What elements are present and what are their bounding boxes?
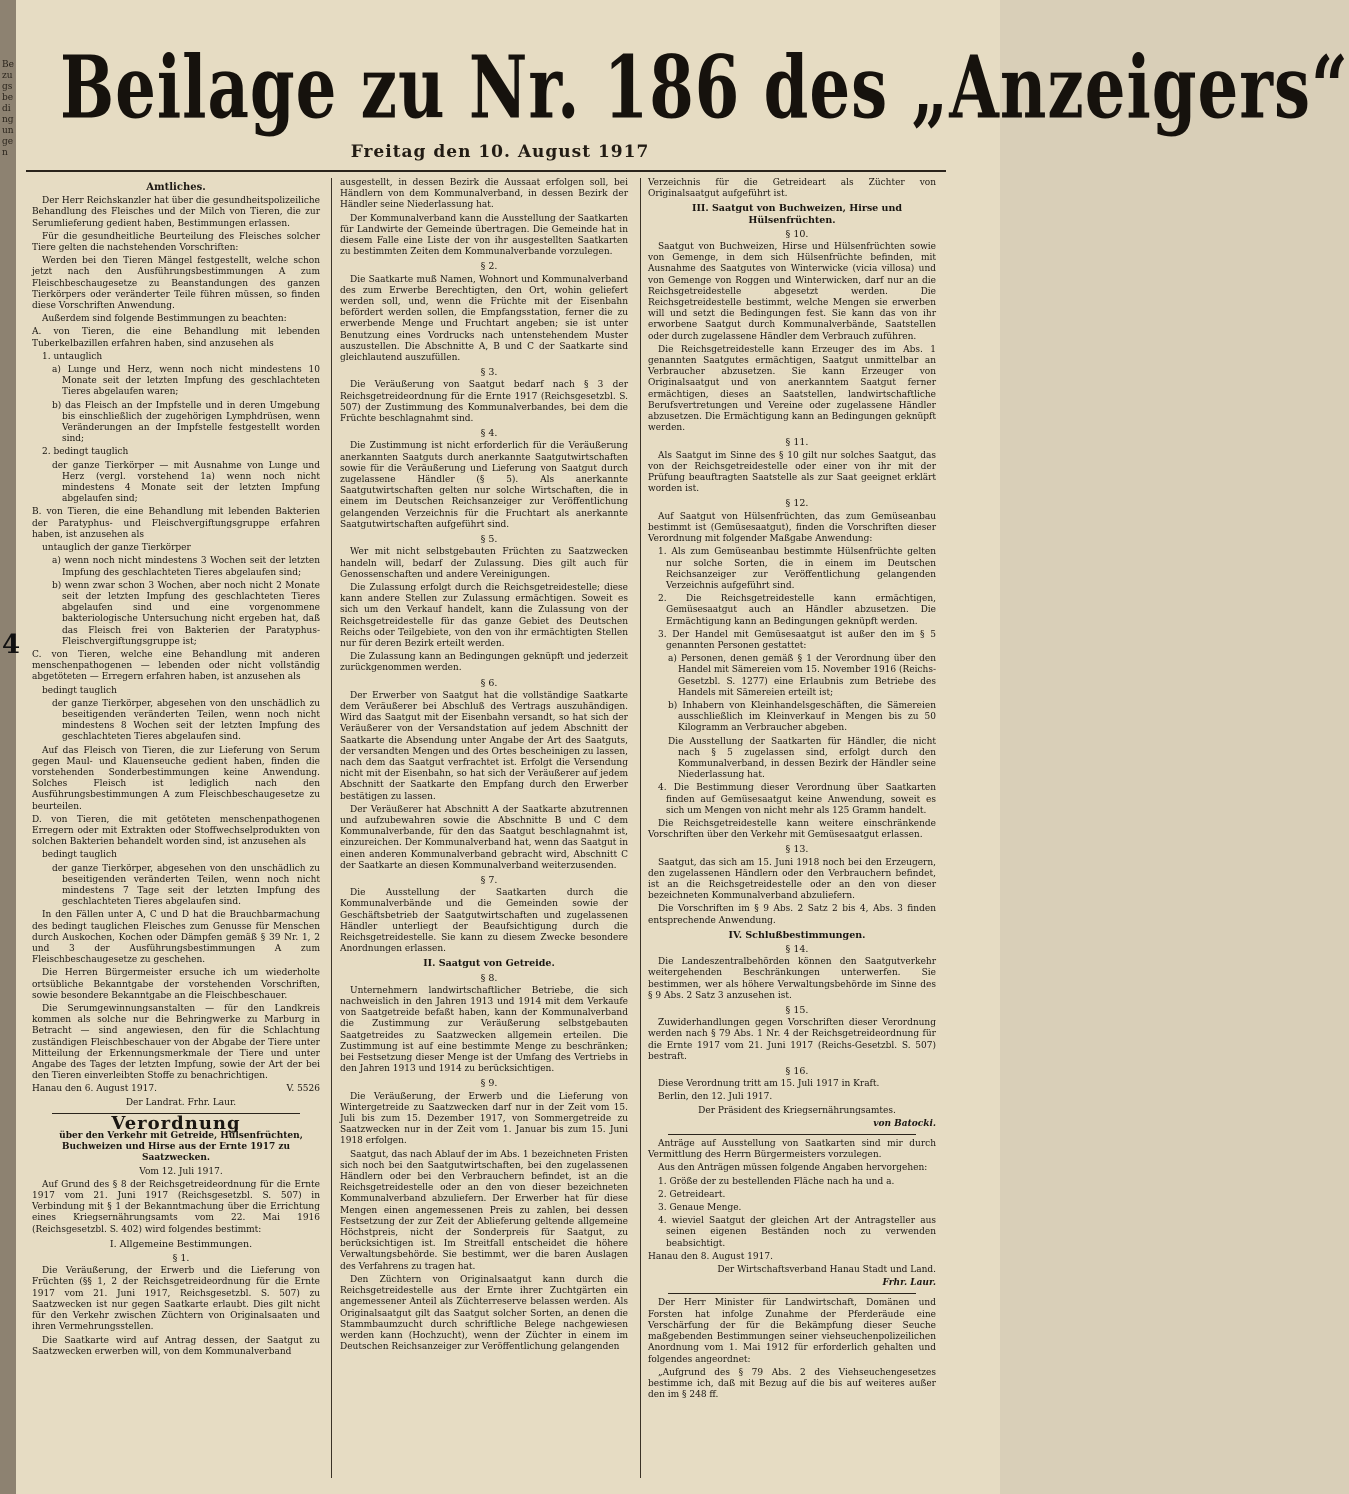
list-item: 1. Größe der zu bestellenden Fläche nach ha und a. (658, 1176, 895, 1187)
list-item: b) wenn zwar schon 3 Wochen, aber noch nicht 2 Monate seit der letzten Impfung des geschlachteten Tieres abgelaufen sind und eine vorgenommene bakteriologische Untersuchung nicht ergeben hat, daß das Fleisch frei von Bakterien der Paratyphus-Fleischvergiftungsgruppe ist; (52, 580, 320, 647)
list-item: a) Lunge und Herz, wenn noch nicht mindestens 10 Monate seit der letzten Impfung des geschlachteten Tieres abgelaufen waren; (52, 365, 320, 398)
page-gutter (0, 0, 21, 1494)
list-item: der ganze Tierkörper, abgesehen von den unschädlich zu beseitigenden veränderten Teilen, wenn noch nicht mindestens 8 Wochen seit der letzten Impfung des geschlachteten Tieres abgelaufen sind. (52, 698, 320, 743)
paragraph-number: § 4. (480, 428, 498, 440)
paragraph: Den Züchtern von Originalsaatgut kann durch die Reichsgetreidestelle aus der Ernte ihrer Zuchtgärten ein angemessener Anteil als Züchterreserve belassen werden. Als Originalsaatgut gilt das Saatgut solcher Sorten, an denen die Stammbaumzucht durch schriftliche Belege nachgewiesen werden kann (Hochzucht), wenn der Züchter in einem im Deutschen Reichsanzeiger zur Veröffentlichung gelangenden (340, 1274, 628, 1353)
paragraph-number: § 6. (480, 677, 498, 689)
list-item: der ganze Tierkörper — mit Ausnahme von Lunge und Herz (vergl. vorstehend 1a) wenn noch nicht mindestens 4 Monate seit der letzten Impfung abgelaufen sind; (52, 460, 320, 505)
paragraph: Saatgut von Buchweizen, Hirse und Hülsenfrüchten sowie von Gemenge, in dem sich Hülsenfrüchte befinden, mit Ausnahme des Saatgutes von Winterwicke (vicia villosa) und von Gemenge von Roggen und Winterwicken, darf nur an die Reichsgetreidestelle abgesetzt werden. Die Reichsgetreidestelle bestimmt, welche Mengen sie erwerben will und setzt die Bedingungen fest. Sie kann das von ihr erworbene Saatgut durch Kommunalverbände, Saatstellen oder durch zugelassene Händler dem Verbrauch zuführen. (648, 242, 936, 342)
list-item: 1. Als zum Gemüseanbau bestimmte Hülsenfrüchte gelten nur solche Sorten, die in einem im Deutschen Reichsanzeiger zur Veröffentlichung gelangenden Verzeichnis aufgeführt sind. (658, 547, 936, 591)
paragraph: Die Zulassung erfolgt durch die Reichsgetreidestelle; diese kann andere Stellen zur Zulassung ermächtigen. Soweit es sich um den Verkauf handelt, kann die Zulassung von der Reichsgetreidestelle für das ganze Gebiet des Deutschen Reichs oder Teilgebiete, von den von ihr ermächtigten Stellen nur für deren Bezirk erteilt werden. (340, 582, 628, 649)
paragraph: Die Landeszentralbehörden können den Saatgutverkehr weitergehenden Beschränkungen unterwerfen. Sie bestimmen, wer als höhere Verwaltungsbehörde im Sinne des § 9 Abs. 2 Satz 3 anzusehen ist. (648, 957, 936, 1001)
paragraph: Die Veräußerung, der Erwerb und die Lieferung von Früchten (§§ 1, 2 der Reichsgetreideordnung für die Ernte 1917 vom 21. Juni 1917, Reichsgesetzbl. S. 507) zu Saatzwecken ist nur gegen Saatkarte erlaubt. Dies gilt nicht für den Verkehr zwischen Züchtern von Originalsaaten und ihren Vermehrungsstellen. (32, 1266, 320, 1333)
paragraph: Die Saatkarte wird auf Antrag dessen, der Saatgut zu Saatzwecken erwerben will, von dem Kommunalverband (32, 1335, 320, 1357)
list-item: 1. untauglich (42, 351, 103, 362)
list-item: D. von Tieren, die mit getöteten menschenpathogenen Erregern oder mit Extrakten oder Stoffwechselprodukten von solchen Bakterien behandelt worden sind, ist anzusehen als (32, 814, 320, 848)
list-item: 4. Die Bestimmung dieser Verordnung über Saatkarten finden auf Gemüsesaatgut keine Anwendung, soweit es sich um Mengen von nicht mehr als 125 Gramm handelt. (658, 783, 936, 816)
signature-title: Der Präsident des Kriegsernährungsamtes. (698, 1105, 896, 1116)
ordinance-title: Verordnung (111, 1112, 241, 1134)
paragraph: In den Fällen unter A, C und D hat die Brauchbarmachung des bedingt tauglichen Fleisches zum Genusse für Menschen durch Auskochen, Kochen oder Dämpfen gemäß § 39 Nr. 1, 2 und 3 der Ausführungsbestimmungen A zum Fleischbeschaugesetze zu geschehen. (32, 910, 320, 966)
paragraph: Diese Verordnung tritt am 15. Juli 1917 in Kraft. (658, 1079, 880, 1090)
paragraph: Verzeichnis für die Getreideart als Züchter von Originalsaatgut aufgeführt ist. (648, 178, 936, 200)
divider (668, 1293, 916, 1294)
list-item: C. von Tieren, welche eine Behandlung mit anderen menschenpathogenen — lebenden oder nicht vollständig abgetöteten — Erregern erfahren haben, ist anzusehen als (32, 649, 320, 683)
paragraph: Auf Grund des § 8 der Reichsgetreideordnung für die Ernte 1917 vom 21. Juni 1917 (Reichsgesetzbl. S. 507) in Verbindung mit § 1 der Bekanntmachung über die Errichtung eines Kriegsernährungsamts vom 22. Mai 1916 (Reichsgesetzbl. S. 402) wird folgendes bestimmt: (32, 1179, 320, 1235)
list-item: Die Ausstellung der Saatkarten für Händler, die nicht nach § 5 zugelassen sind, erfolgt durch den Kommunalverband, in dessen Bezirk der Händler seine Niederlassung hat. (668, 736, 936, 781)
paragraph: Die Vorschriften im § 9 Abs. 2 Satz 2 bis 4, Abs. 3 finden entsprechende Anwendung. (648, 904, 936, 926)
paragraph: Der Herr Minister für Landwirtschaft, Domänen und Forsten hat infolge Zunahme der Pferderäude eine Verschärfung der für die Bekämpfung dieser Seuche maßgebenden Bestimmungen seiner viehseuchenpolizeilichen Anordnung vom 1. Mai 1912 für erforderlich gehalten und folgendes angeordnet: (648, 1298, 936, 1365)
list-item: der ganze Tierkörper, abgesehen von den unschädlich zu beseitigenden veränderten Teilen, wenn noch nicht mindestens 7 Tage seit der letzten Impfung des geschlachteten Tieres abgelaufen sind. (52, 863, 320, 908)
paragraph: Der Erwerber von Saatgut hat die vollständige Saatkarte dem Veräußerer bei Abschluß des Vertrags auszuhändigen. Wird das Saatgut mit der Eisenbahn versandt, so hat sich der Veräußerer von der Versandstation auf jedem Abschnitt der Saatkarte die Absendung unter Angabe der Art des Saatguts, der versandten Mengen und des Ortes bescheinigen zu lassen, nach dem das Saatgut verfrachtet ist. Erfolgt die Versendung nicht mit der Eisenbahn, so hat sich der Veräußerer auf jedem Abschnitt der Saatkarte den Empfang durch den Erwerber bestätigen zu lassen. (340, 690, 628, 802)
column-separator (331, 178, 332, 1478)
paragraph: Saatgut, das sich am 15. Juni 1918 noch bei den Erzeugern, den zugelassenen Händlern oder den Verbrauchern befindet, ist an die Reichsgetreidestelle oder an den von dieser bezeichneten Kommunalverband abzuliefern. (648, 857, 936, 902)
paragraph-number: § 13. (785, 844, 809, 856)
signature: Frhr. Laur. (882, 1278, 936, 1289)
list-item: A. von Tieren, die eine Behandlung mit lebenden Tuberkelbazillen erfahren haben, sind anzusehen als (32, 327, 320, 349)
list-item: 2. Getreideart. (658, 1189, 726, 1200)
section-heading: I. Allgemeine Bestimmungen. (109, 1238, 253, 1250)
column-2 (340, 178, 628, 1478)
paragraph: Aus den Anträgen müssen folgende Angaben hervorgehen: (658, 1163, 928, 1174)
paragraph: Die Zulassung kann an Bedingungen geknüpft und jederzeit zurückgenommen werden. (340, 652, 628, 674)
section-heading: II. Saatgut von Getreide. (423, 958, 555, 970)
column-1 (32, 178, 320, 1478)
paragraph: Der Herr Reichskanzler hat über die gesundheitspolizeiliche Behandlung des Fleisches und der Milch von Tieren, die zur Serumlieferung gedient haben, Bestimmungen erlassen. (32, 196, 320, 229)
paragraph: Als Saatgut im Sinne des § 10 gilt nur solches Saatgut, das von der Reichsgetreidestelle oder einer von ihr mit der Prüfung beauftragten Saatstelle als zur Saat geeignet erklärt worden ist. (648, 450, 936, 495)
list-item: a) Personen, denen gemäß § 1 der Verordnung über den Handel mit Sämereien vom 15. November 1916 (Reichs-Gesetzbl. S. 1277) eine Erlaubnis zum Betriebe des Handels mit Sämereien erteilt ist; (668, 654, 936, 698)
list-item: 4. wieviel Saatgut der gleichen Art der Antragsteller aus seinen eigenen Beständen noch zu verwenden beabsichtigt. (658, 1216, 936, 1249)
list-item: a) wenn noch nicht mindestens 3 Wochen seit der letzten Impfung des geschlachteten Tieres abgelaufen sind; (52, 556, 320, 578)
paragraph-number: § 15. (785, 1005, 809, 1017)
list-item: bedingt tauglich (42, 850, 117, 861)
paragraph-number: § 12. (785, 498, 809, 510)
paragraph: Die Reichsgetreidestelle kann weitere einschränkende Vorschriften über den Verkehr mit Gemüsesaatgut erlassen. (648, 818, 936, 841)
paragraph: Die Serumgewinnungsanstalten — für den Landkreis kommen als solche nur die Behringwerke zu Marburg in Betracht — sind angewiesen, den für die Schlachtung zuständigen Fleischbeschauer von der Abgabe der Tiere unter Mitteilung der Erkennungsmerkmale der Tiere und unter Angabe des Tages der letzten Impfung, sowie der Art der bei den Tieren einverleibten Stoffe zu benachrichtigen. (32, 1004, 320, 1082)
section-heading: Amtliches. (146, 182, 206, 193)
ordinance-date: Vom 12. Juli 1917. (139, 1166, 223, 1177)
paragraph-number: § 5. (480, 534, 498, 546)
paragraph-number: § 14. (785, 944, 809, 955)
paragraph: Unternehmern landwirtschaftlicher Betriebe, die sich nachweislich in den Jahren 1913 und 1914 mit dem Verkaufe von Saatgetreide befaßt haben, kann der Kommunalverband die Zustimmung zur Veräußerung selbstgebauten Saatgetreides zu Saatzwecken allgemein erteilen. Die Zustimmung ist auf eine bestimmte Menge zu beschränken; bei Festsetzung dieser Menge ist der Umfang des Vertriebs in den Jahren 1913 und 1914 zu berücksichtigen. (340, 985, 628, 1075)
list-item: B. von Tieren, die eine Behandlung mit lebenden Bakterien der Paratyphus- und Fleischvergiftungsgruppe erfahren haben, ist anzusehen als (32, 507, 320, 540)
paragraph: Außerdem sind folgende Bestimmungen zu beachten: (42, 314, 287, 325)
paragraph: „Aufgrund des § 79 Abs. 2 des Viehseuchengesetzes bestimme ich, daß mit Bezug auf die bis auf weiteres außer den im § 248 ff. (648, 1367, 936, 1401)
paragraph-number: § 1. (172, 1253, 190, 1265)
paragraph: Auf das Fleisch von Tieren, die zur Lieferung von Serum gegen Maul- und Klauenseuche gedient haben, finden die vorstehenden Sonderbestimmungen keine Anwendung. Solches Fleisch ist lediglich nach den Ausführungsbestimmungen A zum Fleischbeschaugesetze zu beurteilen. (32, 745, 320, 812)
paragraph: Die Zustimmung ist nicht erforderlich für die Veräußerung anerkannten Saatguts durch anerkannte Saatgutwirtschaften sowie für die Veräußerung und Lieferung von Saatgut durch zugelassene Händler (§ 5). Als anerkannte Saatgutwirtschaften gelten nur solche Wirtschaften, die in einem im Deutschen Reichsanzeiger zur Veröffentlichung gelangenden Verzeichnis für die Fruchtart als anerkannte Saatgutwirtschaften aufgeführt sind. (340, 441, 628, 530)
paragraph: Die Ausstellung der Saatkarten durch die Kommunalverbände und die Gemeinden sowie der Geschäftsbetrieb der Saatgutwirtschaften und zugelassenen Händler unterliegt der Beaufsichtigung durch die Reichsgetreidestelle. Sie kann zu diesem Zwecke besondere Anordnungen erlassen. (340, 888, 628, 955)
section-heading: IV. Schlußbestimmungen. (728, 929, 866, 941)
section-heading: III. Saatgut von Buchweizen, Hirse und Hülsenfrüchten. (692, 203, 902, 226)
signature: Der Landrat. Frhr. Laur. (125, 1097, 237, 1108)
paragraph: Die Veräußerung, der Erwerb und die Lieferung von Wintergetreide zu Saatzwecken darf nur in der Zeit vom 15. Juli bis zum 15. Dezember 1917, von Sommergetreide zu Saatzwecken nur in der Zeit vom 1. Januar bis zum 15. Juni 1918 erfolgen. (340, 1091, 628, 1147)
list-item: untauglich der ganze Tierkörper (42, 543, 191, 554)
paragraph-number: § 3. (480, 367, 498, 379)
list-item: 3. Genaue Menge. (658, 1203, 742, 1214)
signature-title: Der Wirtschaftsverband Hanau Stadt und Land. (717, 1265, 936, 1276)
paragraph: Die Reichsgetreidestelle kann Erzeuger des im Abs. 1 genannten Saatgutes ermächtigen, Saatgut unmittelbar an Verbraucher abzusetzen. Sie kann Erzeuger von Originalsaatgut und von anerkanntem Saatgut ferner ermächtigen, dieses an Saatstellen, landwirtschaftliche Berufsvertretungen und Vereine oder zugelassene Händler abzusetzen. Die Ermächtigung kann an Bedingungen geknüpft werden. (648, 344, 936, 434)
paragraph: ausgestellt, in dessen Bezirk die Aussaat erfolgen soll, bei Händlern von dem Kommunalverband, in dessen Bezirk der Händler seine Niederlassung hat. (340, 178, 628, 211)
paragraph-number: § 10. (785, 228, 809, 240)
paragraph-number: § 2. (480, 261, 498, 273)
signature-date: Hanau den 8. August 1917. (648, 1251, 773, 1262)
paragraph-number: § 9. (480, 1078, 498, 1090)
paragraph: Die Saatkarte muß Namen, Wohnort und Kommunalverband des zum Erwerbe Berechtigten, den Ort, wohin geliefert werden soll, und, wenn die Früchte mit der Eisenbahn befördert werden sollen, die Empfangsstation, ferner die zu erwerbende Menge und Fruchtart angeben; sie ist unter Benutzung eines Vordrucks nach untenstehendem Muster auszustellen. Die Abschnitte A, B und C der Saatkarte sind gleichlautend auszufüllen. (340, 274, 628, 364)
paragraph: Anträge auf Ausstellung von Saatkarten sind mir durch Vermittlung des Herrn Bürgermeisters vorzulegen. (648, 1139, 936, 1161)
paragraph-number: § 11. (785, 437, 809, 449)
paragraph: Die Herren Bürgermeister ersuche ich um wiederholte ortsübliche Bekanntgabe der vorstehenden Vorschriften, sowie besondere Bekanntgabe an die Fleischbeschauer. (32, 968, 320, 1001)
masthead-rule (26, 170, 946, 172)
paragraph-number: § 7. (480, 874, 498, 886)
signature: von Batocki. (873, 1118, 936, 1129)
paragraph: Werden bei den Tieren Mängel festgestellt, welche schon jetzt nach den Ausführungsbestimmungen A zum Fleischbeschaugesetze zu Beanstandungen des ganzen Tierkörpers oder veränderter Teile führen müssen, so finden diese Vorschriften Anwendung. (32, 256, 320, 312)
paragraph: Für die gesundheitliche Beurteilung des Fleisches solcher Tiere gelten die nachstehenden Vorschriften: (32, 231, 320, 254)
paragraph-number: § 8. (480, 972, 498, 984)
paragraph: Der Veräußerer hat Abschnitt A der Saatkarte abzutrennen und aufzubewahren sowie die Abschnitte B und C dem Kommunalverbande, für den das Saatgut beschlagnahmt ist, einzureichen. Der Kommunalverband hat, wenn das Saatgut in einen anderen Kommunalverband gebracht wird, Abschnitt C der Saatkarte an diesen Kommunalverband weiterzusenden. (340, 804, 628, 871)
list-item: b) das Fleisch an der Impfstelle und in deren Umgebung bis einschließlich der zugehörigen Lymphdrüsen, wenn Veränderungen an der Impfstelle festgestellt worden sind; (52, 400, 320, 445)
column-separator (640, 178, 641, 1478)
gutter-text: Bezugsbedingungen (2, 60, 14, 158)
list-item: b) Inhabern von Kleinhandelsgeschäften, die Sämereien ausschließlich im Kleinverkauf in Mengen bis zu 50 Kilogramm an Verbraucher abgeben. (668, 700, 936, 734)
list-item: bedingt tauglich (42, 685, 117, 696)
list-item: 2. Die Reichsgetreidestelle kann ermächtigen, Gemüsesaatgut auch an Händler abzusetzen. Die Ermächtigung kann an Bedingungen geknüpft werden. (658, 594, 936, 627)
paragraph-number: § 16. (785, 1066, 809, 1078)
paragraph: Der Kommunalverband kann die Ausstellung der Saatkarten für Landwirte der Gemeinde übertragen. Die Gemeinde hat in diesem Falle eine Liste der von ihr ausgestellten Saatkarten zu bestimmten Zeiten dem Kommunalverbande vorzulegen. (340, 213, 628, 258)
signature-date: Hanau den 6. August 1917. V. 5526 (32, 1084, 320, 1095)
list-item: 2. bedingt tauglich (42, 447, 129, 458)
column-3 (648, 178, 936, 1478)
paragraph: Auf Saatgut von Hülsenfrüchten, das zum Gemüseanbau bestimmt ist (Gemüsesaatgut), finden die Vorschriften dieser Verordnung mit folgender Maßgabe Anwendung: (648, 511, 936, 545)
list-item: 3. Der Handel mit Gemüsesaatgut ist außer den im § 5 genannten Personen gestattet: (658, 629, 936, 651)
paragraph: Die Veräußerung von Saatgut bedarf nach § 3 der Reichsgetreideordnung für die Ernte 1917 (Reichsgesetzbl. S. 507) der Zustimmung des Kommunalverbandes, bei dem die Früchte beschlagnahmt sind. (340, 380, 628, 425)
masthead-date: Freitag den 10. August 1917 (350, 142, 650, 162)
gutter-mark: 4 (2, 630, 21, 660)
divider (668, 1134, 916, 1135)
paragraph: Wer mit nicht selbstgebauten Früchten zu Saatzwecken handeln will, bedarf der Zulassung. Dies gilt auch für Genossenschaften und andere Vereinigungen. (340, 547, 628, 580)
ordinance-subtitle: über den Verkehr mit Getreide, Hülsenfrüchten, Buchweizen und Hirse aus der Ernte 1917 zu Saatzwecken. (59, 1131, 303, 1164)
paragraph: Saatgut, das nach Ablauf der im Abs. 1 bezeichneten Fristen sich noch bei den Saatgutwirtschaften, bei den zugelassenen Händlern oder bei den Verbrauchern befindet, ist an die Reichsgetreidestelle oder an den von dieser bezeichneten Kommunalverband abzuliefern. Der Erwerber hat für diese Mengen einen angemessenen Preis zu zahlen, bei dessen Festsetzung der zur Zeit der Ablieferung geltende allgemeine Höchstpreis, nicht der Sonderpreis für Saatgut, zu berücksichtigen ist. Im Streitfall entscheidet die höhere Verwaltungsbehörde. Sie bestimmt, wer die baren Auslagen des Verfahrens zu tragen hat. (340, 1149, 628, 1272)
masthead-title: Beilage zu Nr. 186 des „Anzeigers“ (60, 38, 1349, 140)
paragraph: Berlin, den 12. Juli 1917. (658, 1092, 773, 1103)
paragraph: Zuwiderhandlungen gegen Vorschriften dieser Verordnung werden nach § 79 Abs. 1 Nr. 4 der Reichsgetreideordnung für die Ernte 1917 vom 21. Juni 1917 (Reichs-Gesetzbl. S. 507) bestraft. (648, 1018, 936, 1062)
